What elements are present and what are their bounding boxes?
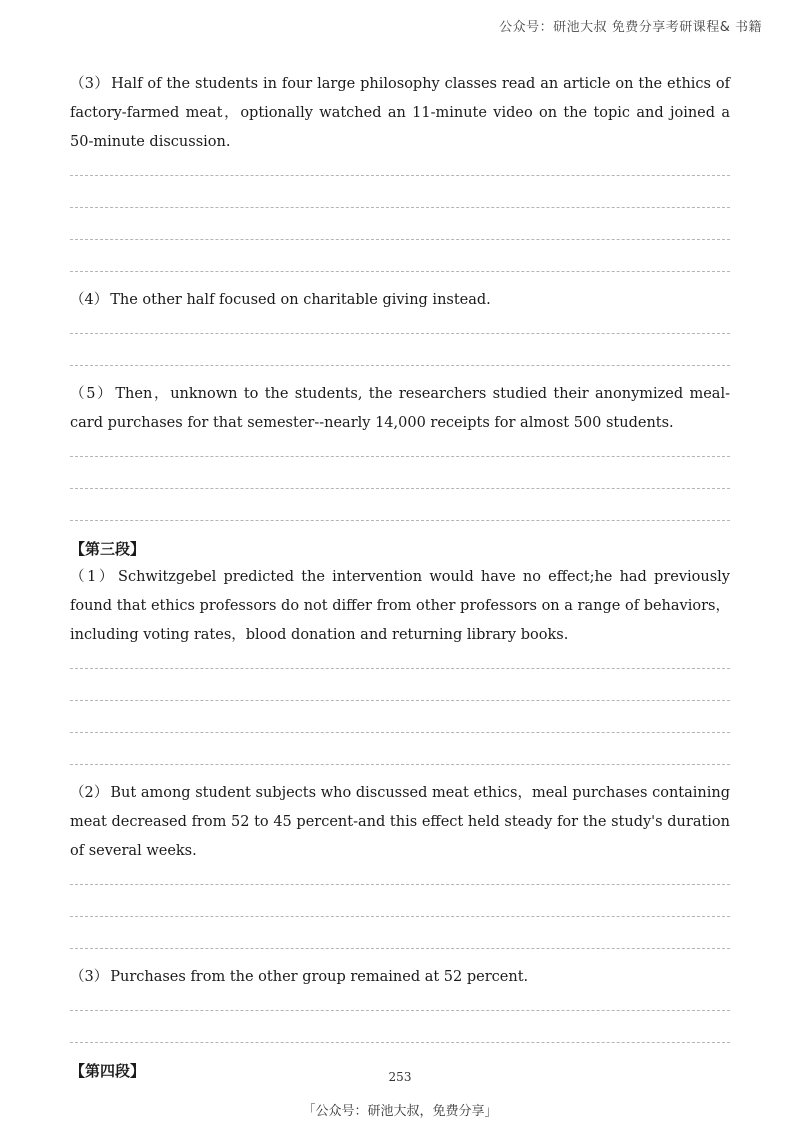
section-heading: 【第四段】 — [70, 1062, 146, 1080]
sentence-text: Purchases from the other group remained at 52 percent. — [110, 969, 529, 985]
sentence-paragraph — [70, 563, 730, 650]
sentence-text: Then，unknown to the students, the researchers studied their anonymized meal-card purchases for that semester--nearly 14,000 receipts for almost 500 students. — [70, 386, 730, 431]
sentence-text: Half of the students in four large philosophy classes read an article on the ethics of factory-farmed meat，optionally watched an 11-minute video on the topic and joined a 50-minute discussion. — [70, 76, 730, 150]
sentence-number: （1） — [70, 569, 117, 585]
sentence-number: （3） — [70, 76, 110, 92]
sentence-text: The other half focused on charitable giving instead. — [110, 292, 491, 308]
sentence-number: （3） — [70, 969, 109, 985]
sentence-text: Schwitzgebel predicted the intervention would have no effect;he had previously found that ethics professors do not differ from other professors on a range of behaviors，including voting rates，blood donation and returning library books. — [70, 569, 730, 643]
sentence-text: But among student subjects who discussed meat ethics，meal purchases containing meat decreased from 52 to 45 percent-and this effect held steady for the study's duration of several weeks. — [70, 785, 730, 859]
sentence-number: （5） — [70, 386, 114, 402]
sentence-number: （2） — [70, 785, 109, 801]
sentence-paragraph — [70, 70, 730, 157]
sentence-paragraph — [70, 779, 730, 866]
sentence-paragraph — [70, 380, 730, 438]
page-header: 公众号：研池大叔 免费分享考研课程& 书籍 — [499, 20, 762, 35]
page-footer: 「公众号：研池大叔，免费分享」 — [302, 1104, 498, 1119]
section-heading: 【第三段】 — [70, 540, 146, 558]
sentence-number: （4） — [70, 292, 109, 308]
document-body — [70, 70, 730, 1085]
sentence-paragraph — [70, 963, 730, 992]
page-number: 253 — [388, 1070, 412, 1084]
sentence-paragraph — [70, 286, 730, 315]
